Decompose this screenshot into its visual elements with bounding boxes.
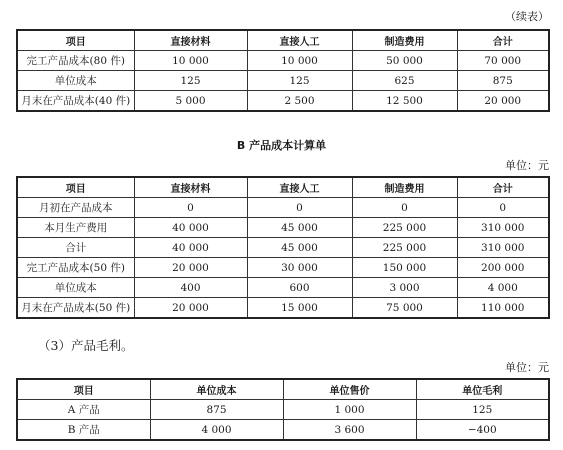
- value-cell: 625: [352, 71, 457, 91]
- value-cell: 3 600: [283, 420, 416, 441]
- row-label-cell: A 产品: [17, 400, 150, 420]
- table-gross-profit: [16, 378, 550, 441]
- row-label-cell: 合计: [17, 238, 134, 258]
- column-header: 项目: [17, 177, 134, 198]
- table-header-row: [17, 177, 549, 198]
- row-label-cell: 月末在产品成本(50 件): [17, 298, 134, 319]
- table-b-product-cost: [16, 176, 550, 319]
- row-label-cell: 单位成本: [17, 71, 134, 91]
- table-row: [17, 258, 549, 278]
- table-row: [17, 51, 549, 71]
- section-heading: （3）产品毛利。: [38, 338, 134, 353]
- value-cell: 40 000: [134, 238, 247, 258]
- value-cell: 3 000: [352, 278, 457, 298]
- table-row: [17, 91, 549, 112]
- value-cell: 10 000: [134, 51, 247, 71]
- value-cell: 4 000: [150, 420, 283, 441]
- column-header: 合计: [457, 177, 549, 198]
- table-row: [17, 198, 549, 218]
- value-cell: 4 000: [457, 278, 549, 298]
- value-cell: 125: [134, 71, 247, 91]
- column-header: 直接材料: [134, 30, 247, 51]
- row-label-cell: 月末在产品成本(40 件): [17, 91, 134, 112]
- column-header: 合计: [457, 30, 549, 51]
- value-cell: 75 000: [352, 298, 457, 319]
- value-cell: 0: [134, 198, 247, 218]
- value-cell: 875: [457, 71, 549, 91]
- value-cell: 15 000: [247, 298, 352, 319]
- value-cell: 20 000: [457, 91, 549, 112]
- table-product-a-continued: [16, 29, 550, 112]
- value-cell: 1 000: [283, 400, 416, 420]
- table-row: [17, 278, 549, 298]
- continued-note: （续表）: [505, 10, 549, 23]
- column-header: 直接人工: [247, 177, 352, 198]
- value-cell: 310 000: [457, 218, 549, 238]
- row-label-cell: 完工产品成本(80 件): [17, 51, 134, 71]
- value-cell: 600: [247, 278, 352, 298]
- table-row: [17, 71, 549, 91]
- column-header: 直接人工: [247, 30, 352, 51]
- unit-label: 单位：元: [505, 159, 549, 172]
- table-row: [17, 420, 549, 441]
- value-cell: 0: [352, 198, 457, 218]
- value-cell: −400: [416, 420, 549, 441]
- value-cell: 125: [247, 71, 352, 91]
- table-row: [17, 298, 549, 319]
- row-label-cell: 本月生产费用: [17, 218, 134, 238]
- column-header: 项目: [17, 30, 134, 51]
- value-cell: 125: [416, 400, 549, 420]
- value-cell: 20 000: [134, 258, 247, 278]
- value-cell: 0: [457, 198, 549, 218]
- row-label-cell: 月初在产品成本: [17, 198, 134, 218]
- table-row: [17, 238, 549, 258]
- value-cell: 5 000: [134, 91, 247, 112]
- row-label-cell: B 产品: [17, 420, 150, 441]
- value-cell: 110 000: [457, 298, 549, 319]
- value-cell: 400: [134, 278, 247, 298]
- value-cell: 50 000: [352, 51, 457, 71]
- value-cell: 20 000: [134, 298, 247, 319]
- value-cell: 40 000: [134, 218, 247, 238]
- value-cell: 70 000: [457, 51, 549, 71]
- column-header: 直接材料: [134, 177, 247, 198]
- value-cell: 875: [150, 400, 283, 420]
- column-header: 单位毛利: [416, 379, 549, 400]
- table-title-b-product: B 产品成本计算单: [236, 139, 327, 152]
- value-cell: 310 000: [457, 238, 549, 258]
- table-header-row: [17, 379, 549, 400]
- value-cell: 45 000: [247, 218, 352, 238]
- value-cell: 12 500: [352, 91, 457, 112]
- column-header: 制造费用: [352, 30, 457, 51]
- row-label-cell: 单位成本: [17, 278, 134, 298]
- column-header: 制造费用: [352, 177, 457, 198]
- table-row: [17, 218, 549, 238]
- value-cell: 45 000: [247, 238, 352, 258]
- value-cell: 150 000: [352, 258, 457, 278]
- value-cell: 30 000: [247, 258, 352, 278]
- table-row: [17, 400, 549, 420]
- value-cell: 200 000: [457, 258, 549, 278]
- value-cell: 0: [247, 198, 352, 218]
- unit-label: 单位：元: [505, 361, 549, 374]
- value-cell: 2 500: [247, 91, 352, 112]
- column-header: 单位成本: [150, 379, 283, 400]
- table-header-row: [17, 30, 549, 51]
- column-header: 单位售价: [283, 379, 416, 400]
- value-cell: 225 000: [352, 218, 457, 238]
- value-cell: 10 000: [247, 51, 352, 71]
- column-header: 项目: [17, 379, 150, 400]
- value-cell: 225 000: [352, 238, 457, 258]
- row-label-cell: 完工产品成本(50 件): [17, 258, 134, 278]
